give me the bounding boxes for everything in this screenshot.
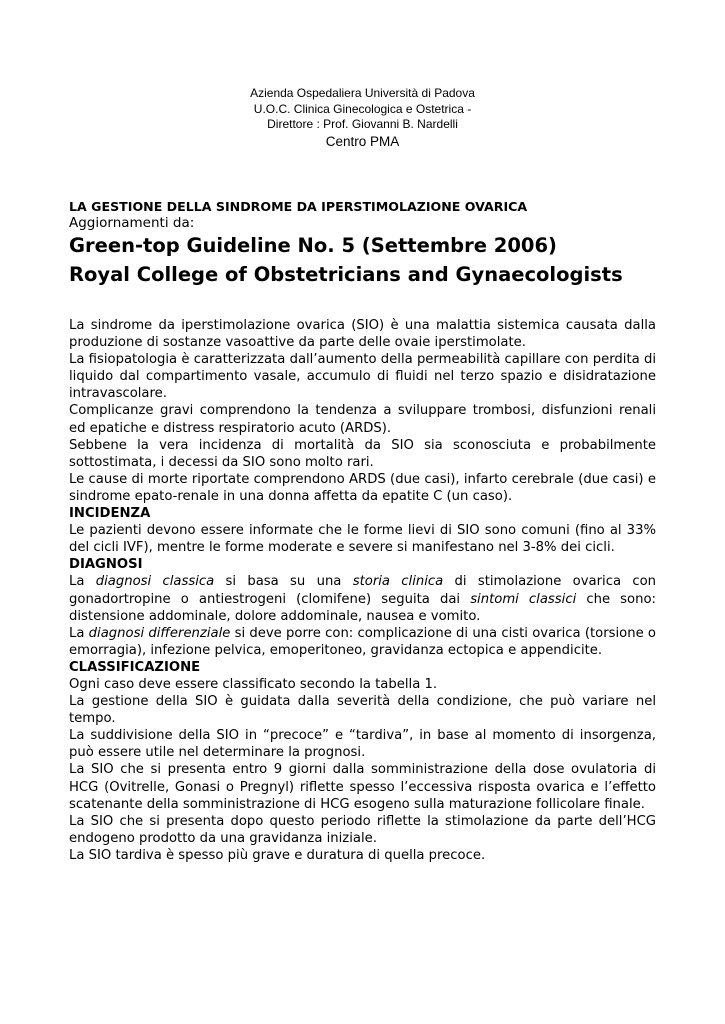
- title-block: [69, 198, 669, 289]
- italic-term: diagnosi differenziale: [88, 625, 231, 641]
- header-hospital: Azienda Ospedaliera Università di Padova: [250, 86, 475, 100]
- classificazione-paragraph: La SIO che si presenta entro 9 giorni dalla somministrazione della dose ovulatoria di HCG (Ovitrelle, Gonasi o Pregnyl) riflette spesso l’eccessiva risposta ovarica e l’effetto scatenante della somministrazione di HCG esogeno sulla maturazione follicolare finale.: [69, 762, 656, 812]
- institution-header: [0, 86, 725, 151]
- incidenza-paragraph: Le pazienti devono essere informate che le forme lievi di SIO sono comuni (fino al 33% del cicli IVF), mentre le forme moderate e severe si manifestano nel 3-8% dei cicli.: [69, 523, 656, 556]
- document-title: LA GESTIONE DELLA SINDROME DA IPERSTIMOLAZIONE OVARICA: [69, 199, 528, 214]
- intro-paragraph: Le cause di morte riportate comprendono ARDS (due casi), infarto cerebrale (due casi) e sindrome epato-renale in una donna affetta da epatite C (un caso).: [69, 471, 656, 504]
- text-run: La: [69, 625, 89, 641]
- text-run: La: [69, 574, 96, 590]
- italic-term: diagnosi classica: [95, 574, 215, 590]
- italic-term: sintomi classici: [470, 591, 577, 607]
- intro-paragraph: La fisiopatologia è caratterizzata dall’aumento della permeabilità capillare con perdita di liquido dal compartimento vasale, accumulo di fluidi nel terzo spazio e disidratazione intravascolare.: [69, 352, 656, 402]
- college-title: Royal College of Obstetricians and Gynaecologists: [69, 263, 623, 286]
- section-heading-diagnosi: DIAGNOSI: [69, 557, 143, 573]
- text-run: che sono: distensione addominale, dolore addominale, nausea e vomito.: [69, 591, 656, 624]
- section-heading-incidenza: INCIDENZA: [69, 506, 151, 522]
- intro-paragraph: Sebbene la vera incidenza di mortalità da SIO sia sconosciuta e probabilmente sottostimata, i decessi da SIO sono molto rari.: [69, 437, 656, 470]
- classificazione-paragraph: La SIO tardiva è spesso più grave e duratura di quella precoce.: [69, 847, 486, 863]
- header-director: Direttore : Prof. Giovanni B. Nardelli: [267, 117, 458, 131]
- italic-term: storia clinica: [352, 574, 444, 590]
- intro-paragraph: La sindrome da iperstimolazione ovarica (SIO) è una malattia sistemica causata dalla produzione di sostanze vasoattive da parte delle ovaie iperstimolate.: [69, 318, 656, 351]
- text-run: si basa su una: [214, 574, 353, 590]
- intro-paragraph: Complicanze gravi comprendono la tendenza a sviluppare trombosi, disfunzioni renali ed epatiche e distress respiratorio acuto (ARDS).: [69, 403, 656, 436]
- document-body: [69, 317, 656, 864]
- header-clinic: U.O.C. Clinica Ginecologica e Ostetrica -: [253, 101, 472, 116]
- diagnosi-classica-paragraph: [69, 573, 656, 624]
- diagnosi-differenziale-paragraph: [69, 625, 656, 659]
- text-run: di stimolazione ovarica con gonadortropine o antiestrogeni (clomifene) seguita dai: [69, 574, 656, 607]
- classificazione-paragraph: Ogni caso deve essere classificato secondo la tabella 1.: [69, 676, 438, 692]
- header-centre: Centro PMA: [325, 133, 400, 149]
- classificazione-paragraph: La suddivisione della SIO in “precoce” e “tardiva”, in base al momento di insorgenza, può essere utile nel determinare la prognosi.: [69, 728, 656, 761]
- section-heading-classificazione: CLASSIFICAZIONE: [69, 659, 201, 675]
- classificazione-paragraph: La SIO che si presenta dopo questo periodo riflette la stimolazione da parte dell’HCG endogeno prodotto da una gravidanza iniziale.: [69, 813, 656, 846]
- classificazione-paragraph: La gestione della SIO è guidata dalla severità della condizione, che può variare nel tempo.: [69, 694, 656, 727]
- guideline-title: Green-top Guideline No. 5 (Settembre 2006): [69, 234, 557, 257]
- updates-label: Aggiornamenti da:: [69, 215, 195, 231]
- text-run: si deve porre con: complicazione di una cisti ovarica (torsione o emorragia), infezione pelvica, emoperitoneo, gravidanza ectopica e appendicite.: [69, 625, 656, 658]
